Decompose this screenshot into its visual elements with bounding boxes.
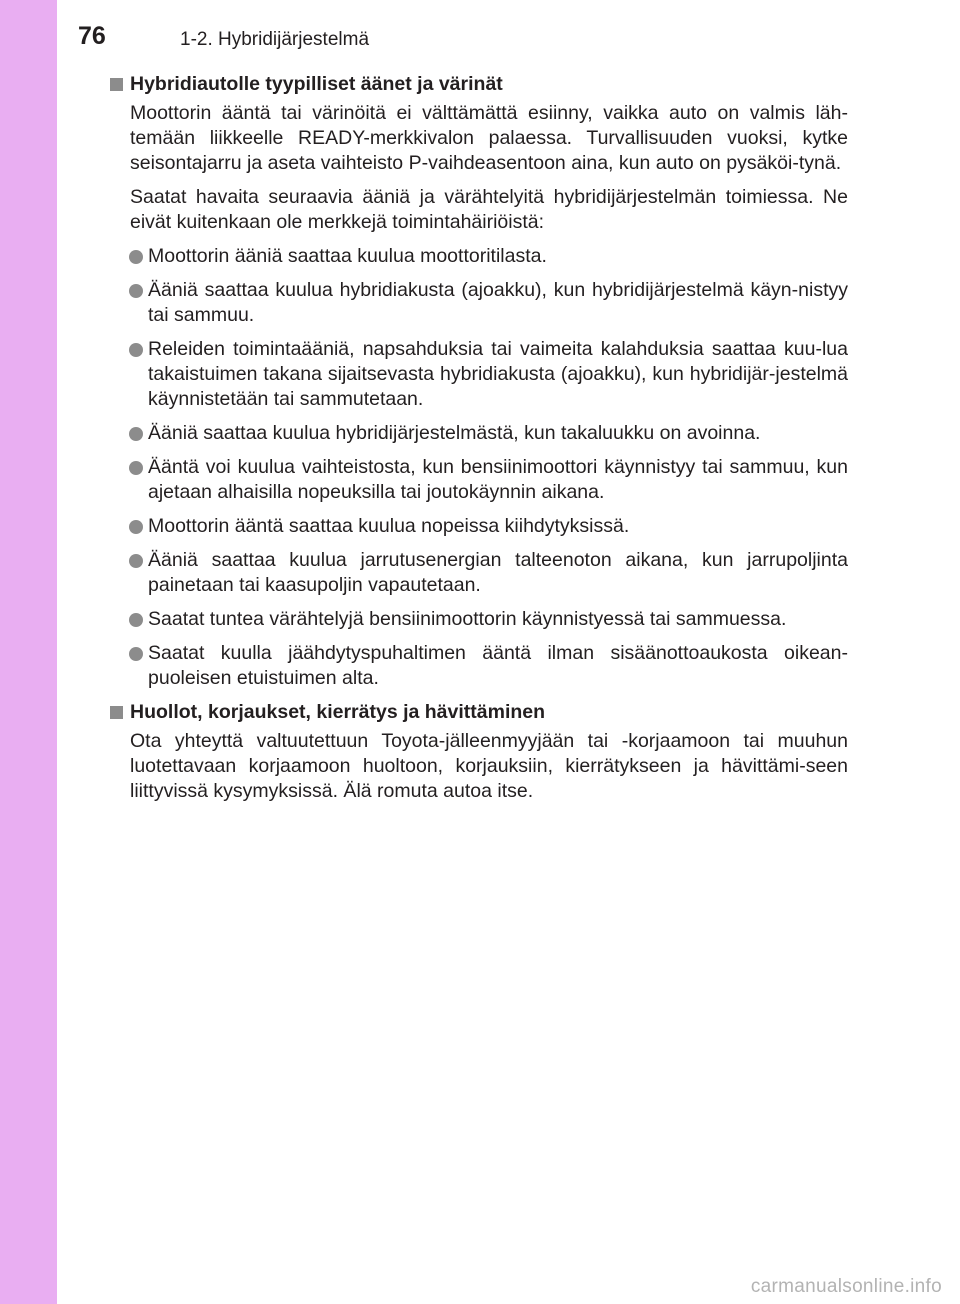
page-content: [108, 72, 848, 813]
list-item: [108, 278, 848, 328]
circle-bullet-icon: [129, 427, 143, 441]
list-item: [108, 421, 848, 446]
square-bullet-icon: [110, 706, 123, 719]
list-item: [108, 514, 848, 539]
paragraph: Saatat havaita seuraavia ääniä ja värähtelyitä hybridijärjestelmän toimiessa. Ne eivät kuitenkaan ole merkkejä toimintahäiriöistä:: [130, 186, 848, 233]
bullet-list: [108, 244, 848, 691]
paragraph: Ota yhteyttä valtuutettuun Toyota-jälleenmyyjään tai -korjaamoon tai muuhun luotettavaan korjaamoon huoltoon, korjauksiin, kierrätykseen ja hävittämi-seen liittyvissä kysymyksissä. Älä romuta autoa itse.: [130, 730, 848, 802]
left-margin-band: [0, 0, 57, 1304]
list-item: [108, 607, 848, 632]
paragraph: Moottorin ääntä tai värinöitä ei välttämättä esiinny, vaikka auto on valmis läh-temään liikkeelle READY-merkkivalon palaessa. Turvallisuuden vuoksi, kytke seisontajarru ja aseta vaihteisto P-vaihdeasentoon aina, kun auto on pysäköi-tynä.: [130, 102, 848, 174]
list-item-text: Ääniä saattaa kuulua hybridiakusta (ajoakku), kun hybridijärjestelmä käyn-nistyy tai sammuu.: [148, 279, 848, 326]
section-heading-text: Hybridiautolle tyypilliset äänet ja värinät: [130, 73, 503, 95]
list-item: [108, 641, 848, 691]
list-item-text: Moottorin ääntä saattaa kuulua nopeissa kiihdytyksissä.: [148, 515, 630, 537]
circle-bullet-icon: [129, 284, 143, 298]
circle-bullet-icon: [129, 343, 143, 357]
square-bullet-icon: [110, 78, 123, 91]
section-heading: [108, 72, 848, 97]
list-item: [108, 455, 848, 505]
list-item-text: Moottorin ääniä saattaa kuulua moottoritilasta.: [148, 245, 547, 267]
list-item: [108, 548, 848, 598]
site-watermark[interactable]: carmanualsonline.info: [750, 1276, 942, 1297]
section-heading-text: Huollot, korjaukset, kierrätys ja hävittäminen: [130, 701, 546, 723]
list-item-text: Ääniä saattaa kuulua hybridijärjestelmästä, kun takaluukku on avoinna.: [148, 422, 761, 444]
list-item: [108, 337, 848, 412]
circle-bullet-icon: [129, 520, 143, 534]
section-title: 1-2. Hybridijärjestelmä: [180, 29, 370, 50]
list-item-text: Ääniä saattaa kuulua jarrutusenergian talteenoton aikana, kun jarrupoljinta painetaan tai kaasupoljin vapautetaan.: [148, 549, 848, 596]
list-item-text: Saatat tuntea värähtelyjä bensiinimoottorin käynnistyessä tai sammuessa.: [148, 608, 787, 630]
list-item-text: Releiden toimintaääniä, napsahduksia tai vaimeita kalahduksia saattaa kuu-lua takaistuimen takana sijaitsevasta hybridiakusta (ajoakku), kun hybridijär-jestelmä käynnistetään tai sammutetaan.: [148, 338, 848, 410]
circle-bullet-icon: [129, 461, 143, 475]
circle-bullet-icon: [129, 613, 143, 627]
list-item: [108, 244, 848, 269]
section-heading: [108, 700, 848, 725]
list-item-text: Ääntä voi kuulua vaihteistosta, kun bensiinimoottori käynnistyy tai sammuu, kun ajetaan alhaisilla nopeuksilla tai joutokäynnin aikana.: [148, 456, 848, 503]
circle-bullet-icon: [129, 554, 143, 568]
page-number: 76: [78, 22, 106, 50]
list-item-text: Saatat kuulla jäähdytyspuhaltimen ääntä ilman sisäänottoaukosta oikean-puoleisen etuistuimen alta.: [148, 642, 848, 689]
circle-bullet-icon: [129, 647, 143, 661]
circle-bullet-icon: [129, 250, 143, 264]
